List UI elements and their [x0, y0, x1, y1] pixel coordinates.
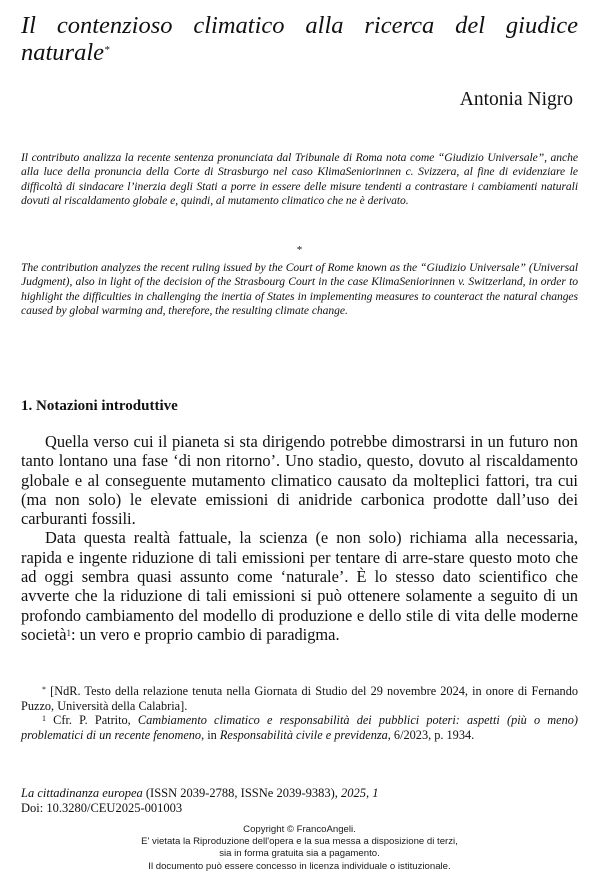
footnote-1	[21, 713, 578, 742]
copyright-notice	[21, 824, 578, 873]
cited-journal-title: Responsabilità civile e previdenza	[219, 727, 388, 742]
journal-name: La cittadinanza europea	[21, 786, 143, 800]
footnote-text: [NdR. Testo della relazione tenuta nella Giornata di Studio del 29 novembre 2024, in onore di Fernando Puzzo, Università della Calabria].	[21, 684, 578, 713]
body-paragraph-text: Data questa realtà fattuale, la scienza (e non solo) richiama alla necessaria, rapida e ingente riduzione di tali emissioni per tentare di arre-stare questo moto che ad oggi sembra quasi assunto come ‘naturale’. È lo stesso dato scientifico che avverte che la riduzione di tali emissioni si può ottenere solamente a seguito di un profondo cambiamento del modello di produzione e dello stile di vita delle moderne società	[21, 528, 578, 644]
body-paragraph-text: : un vero e proprio cambio di paradigma.	[71, 624, 340, 644]
journal-issue: 2025, 1	[341, 786, 379, 800]
footnote-suffix: , 6/2023, p. 1934.	[387, 727, 475, 742]
copyright-line: sia in forma gratuita sia a pagamento.	[219, 848, 380, 860]
footnote-reference-1[interactable]: 1	[66, 627, 72, 638]
footnote-marker: *	[42, 685, 46, 694]
article-title	[21, 12, 578, 66]
body-paragraph: Quella verso cui il pianeta si sta dirigendo potrebbe dimostrarsi in un futuro non tanto lontano una fase ‘di non ritorno’. Uno stadio, questo, dovuto al riscaldamento globale e al conseguente mutamento climatico causato da molteplici fattori, tra cui (ma non solo) le elevate emissioni di anidride carbonica prodotte dall’uso dei carburanti fossili.	[21, 432, 578, 529]
title-footnote-marker[interactable]: *	[104, 44, 110, 56]
footnote-asterisk	[21, 684, 578, 713]
body-paragraph	[21, 528, 578, 644]
journal-issn: (ISSN 2039-2788, ISSNe 2039-9383),	[142, 786, 342, 800]
footnote-marker: 1	[42, 714, 46, 724]
copyright-line: E' vietata la Riproduzione dell'opera e la sua messa a disposizione di terzi,	[141, 836, 458, 848]
footnotes	[21, 684, 578, 742]
footnote-middle: , in	[201, 727, 220, 742]
publication-info	[21, 786, 379, 815]
abstract-italian: Il contributo analizza la recente sentenza pronunciata dal Tribunale di Roma nota come “Giudizio Universale”, anche alla luce della pronuncia della Corte di Strasburgo nel caso KlimaSeniorinnen c. Svizzera, al fine di evidenziare le difficoltà di sindacare l’inerzia degli Stati a porre in essere delle misure tendenti a contrastare i cambiamenti naturali dovuti al riscaldamento globale e, quindi, al mutamento climatico che ne è derivato.	[21, 151, 578, 207]
doi[interactable]: Doi: 10.3280/CEU2025-001003	[21, 800, 183, 815]
journal-line	[21, 786, 379, 801]
footnote-prefix: Cfr. P. Patrito,	[46, 713, 138, 728]
article-author: Antonia Nigro	[459, 89, 573, 110]
abstract-english: The contribution analyzes the recent ruling issued by the Court of Rome known as the “Giudizio Universale” (Universal Judgment), also in light of the decision of the Strasbourg Court in the case KlimaSeniorinnen v. Switzerland, in order to highlight the difficulties in challenging the inertia of States in implementing measures to counteract the natural changes caused by global warming and, therefore, the resulting climate change.	[21, 261, 578, 317]
abstract-separator: *	[296, 244, 303, 256]
section-body	[21, 432, 578, 644]
section-heading: 1. Notazioni introduttive	[21, 398, 178, 414]
copyright-line: Copyright © FrancoAngeli.	[243, 824, 356, 835]
cited-work-title: Cambiamento climatico e responsabilità dei pubblici poteri: aspetti (più o meno) problematici di un recente fenomeno	[21, 713, 578, 742]
copyright-line: Il documento può essere concesso in licenza individuale o istituzionale.	[148, 860, 451, 872]
article-title-text: Il contenzioso climatico alla ricerca del giudice naturale	[21, 12, 578, 66]
